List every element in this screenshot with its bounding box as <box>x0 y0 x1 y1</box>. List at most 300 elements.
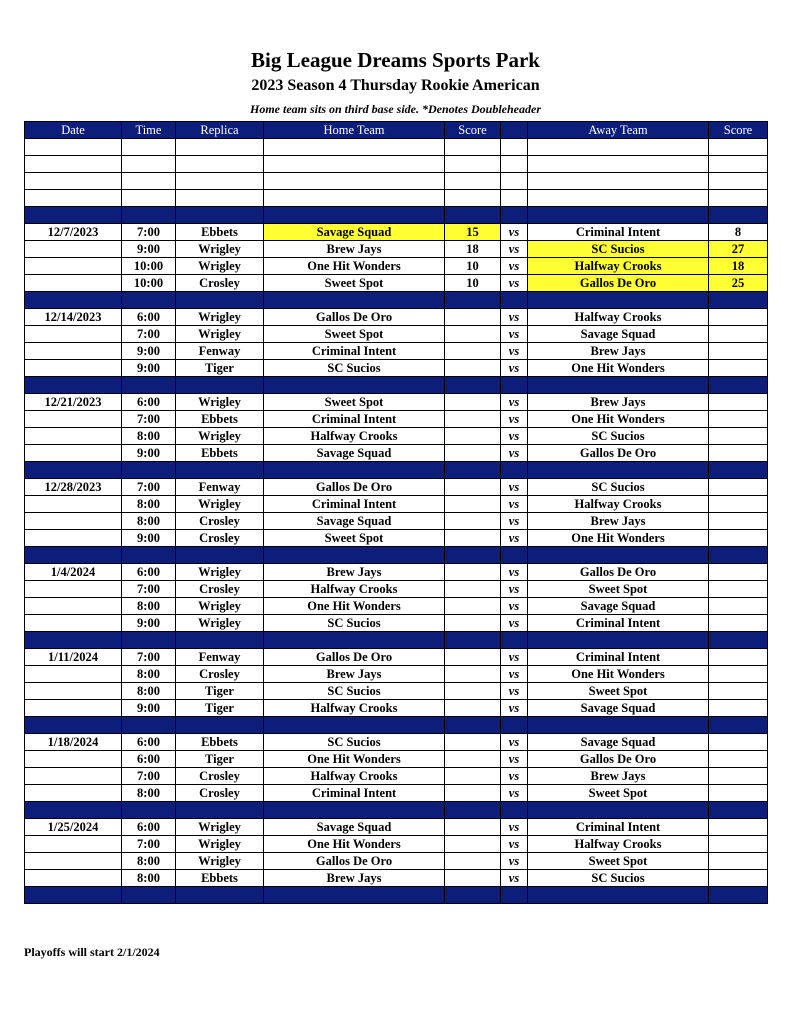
date-cell <box>25 683 122 700</box>
time-cell: 9:00 <box>122 241 176 258</box>
away-score-cell <box>709 598 768 615</box>
separator-cell <box>709 462 768 479</box>
game-row <box>25 360 768 377</box>
separator-cell <box>176 632 264 649</box>
away-score-cell <box>709 853 768 870</box>
replica-cell: Crosley <box>176 768 264 785</box>
date-cell: 12/28/2023 <box>25 479 122 496</box>
separator-cell <box>709 717 768 734</box>
replica-cell: Tiger <box>176 700 264 717</box>
vs-cell: vs <box>501 683 528 700</box>
away-team-cell: Gallos De Oro <box>528 275 709 292</box>
vs-cell: vs <box>501 428 528 445</box>
col-header-home-team: Home Team <box>264 122 445 139</box>
week-separator-row <box>25 547 768 564</box>
home-team-cell: One Hit Wonders <box>264 258 445 275</box>
game-row <box>25 751 768 768</box>
table-header-row <box>25 122 768 139</box>
blank-cell <box>445 173 501 190</box>
blank-cell <box>25 173 122 190</box>
vs-cell: vs <box>501 700 528 717</box>
game-row <box>25 666 768 683</box>
separator-cell <box>122 802 176 819</box>
away-score-cell: 27 <box>709 241 768 258</box>
col-header-replica: Replica <box>176 122 264 139</box>
schedule-body <box>25 139 768 904</box>
vs-cell: vs <box>501 513 528 530</box>
time-cell: 9:00 <box>122 360 176 377</box>
time-cell: 7:00 <box>122 224 176 241</box>
blank-cell <box>122 156 176 173</box>
time-cell: 8:00 <box>122 785 176 802</box>
separator-cell <box>445 462 501 479</box>
separator-cell <box>501 717 528 734</box>
replica-cell: Ebbets <box>176 411 264 428</box>
blank-cell <box>25 156 122 173</box>
blank-cell <box>264 139 445 156</box>
home-team-cell: Gallos De Oro <box>264 853 445 870</box>
away-team-cell: Savage Squad <box>528 734 709 751</box>
away-score-cell <box>709 326 768 343</box>
time-cell: 7:00 <box>122 581 176 598</box>
away-score-cell: 18 <box>709 258 768 275</box>
home-team-cell: Gallos De Oro <box>264 309 445 326</box>
separator-cell <box>25 887 122 904</box>
replica-cell: Wrigley <box>176 819 264 836</box>
vs-cell: vs <box>501 734 528 751</box>
game-row <box>25 700 768 717</box>
home-team-cell: Brew Jays <box>264 241 445 258</box>
vs-cell: vs <box>501 836 528 853</box>
vs-cell: vs <box>501 479 528 496</box>
away-team-cell: Halfway Crooks <box>528 836 709 853</box>
replica-cell: Wrigley <box>176 836 264 853</box>
replica-cell: Crosley <box>176 785 264 802</box>
game-row <box>25 224 768 241</box>
separator-cell <box>528 632 709 649</box>
replica-cell: Wrigley <box>176 258 264 275</box>
blank-cell <box>122 190 176 207</box>
separator-cell <box>709 377 768 394</box>
away-team-cell: Savage Squad <box>528 700 709 717</box>
blank-cell <box>264 156 445 173</box>
away-score-cell <box>709 564 768 581</box>
home-team-cell: One Hit Wonders <box>264 836 445 853</box>
date-cell <box>25 785 122 802</box>
separator-cell <box>176 207 264 224</box>
home-score-cell <box>445 564 501 581</box>
blank-cell <box>528 173 709 190</box>
separator-cell <box>709 887 768 904</box>
separator-cell <box>709 207 768 224</box>
separator-cell <box>264 802 445 819</box>
separator-cell <box>445 717 501 734</box>
away-score-cell <box>709 751 768 768</box>
home-score-cell <box>445 309 501 326</box>
schedule-table <box>24 121 768 904</box>
blank-cell <box>176 190 264 207</box>
replica-cell: Wrigley <box>176 428 264 445</box>
vs-cell: vs <box>501 445 528 462</box>
date-cell <box>25 411 122 428</box>
separator-cell <box>709 632 768 649</box>
replica-cell: Wrigley <box>176 564 264 581</box>
separator-cell <box>176 547 264 564</box>
away-team-cell: SC Sucios <box>528 241 709 258</box>
blank-cell <box>176 173 264 190</box>
vs-cell: vs <box>501 768 528 785</box>
away-team-cell: Savage Squad <box>528 326 709 343</box>
away-team-cell: Gallos De Oro <box>528 751 709 768</box>
separator-cell <box>264 547 445 564</box>
separator-cell <box>528 547 709 564</box>
home-team-cell: Criminal Intent <box>264 411 445 428</box>
separator-cell <box>25 377 122 394</box>
blank-cell <box>25 190 122 207</box>
date-cell <box>25 768 122 785</box>
week-separator-row <box>25 207 768 224</box>
separator-cell <box>25 462 122 479</box>
separator-cell <box>445 802 501 819</box>
time-cell: 7:00 <box>122 649 176 666</box>
home-team-cell: Savage Squad <box>264 445 445 462</box>
separator-cell <box>264 377 445 394</box>
separator-cell <box>528 292 709 309</box>
home-score-cell <box>445 819 501 836</box>
vs-cell: vs <box>501 615 528 632</box>
time-cell: 6:00 <box>122 819 176 836</box>
week-separator-row <box>25 632 768 649</box>
separator-cell <box>122 462 176 479</box>
time-cell: 8:00 <box>122 598 176 615</box>
separator-cell <box>176 377 264 394</box>
vs-cell: vs <box>501 870 528 887</box>
vs-cell: vs <box>501 224 528 241</box>
away-team-cell: Brew Jays <box>528 343 709 360</box>
separator-cell <box>264 462 445 479</box>
away-team-cell: One Hit Wonders <box>528 360 709 377</box>
replica-cell: Crosley <box>176 513 264 530</box>
separator-cell <box>25 547 122 564</box>
week-separator-row <box>25 802 768 819</box>
separator-cell <box>25 292 122 309</box>
vs-cell: vs <box>501 258 528 275</box>
home-team-cell: Gallos De Oro <box>264 479 445 496</box>
home-score-cell <box>445 479 501 496</box>
away-score-cell <box>709 819 768 836</box>
game-row <box>25 768 768 785</box>
home-score-cell: 15 <box>445 224 501 241</box>
home-score-cell <box>445 666 501 683</box>
away-score-cell <box>709 309 768 326</box>
home-team-cell: Halfway Crooks <box>264 428 445 445</box>
time-cell: 9:00 <box>122 530 176 547</box>
time-cell: 6:00 <box>122 394 176 411</box>
separator-cell <box>528 377 709 394</box>
home-team-cell: SC Sucios <box>264 683 445 700</box>
date-cell <box>25 530 122 547</box>
away-score-cell <box>709 836 768 853</box>
replica-cell: Fenway <box>176 649 264 666</box>
game-row <box>25 734 768 751</box>
game-row <box>25 309 768 326</box>
separator-cell <box>501 207 528 224</box>
game-row <box>25 411 768 428</box>
away-team-cell: Criminal Intent <box>528 615 709 632</box>
date-cell: 12/7/2023 <box>25 224 122 241</box>
blank-cell <box>25 139 122 156</box>
separator-cell <box>501 377 528 394</box>
separator-cell <box>25 717 122 734</box>
away-team-cell: Brew Jays <box>528 394 709 411</box>
date-cell <box>25 360 122 377</box>
away-score-cell: 25 <box>709 275 768 292</box>
vs-cell: vs <box>501 411 528 428</box>
blank-row <box>25 190 768 207</box>
home-team-cell: SC Sucios <box>264 734 445 751</box>
page-title: Big League Dreams Sports Park <box>251 48 540 72</box>
time-cell: 7:00 <box>122 836 176 853</box>
replica-cell: Wrigley <box>176 394 264 411</box>
separator-cell <box>501 462 528 479</box>
away-score-cell <box>709 666 768 683</box>
replica-cell: Wrigley <box>176 615 264 632</box>
date-cell <box>25 700 122 717</box>
date-cell: 1/25/2024 <box>25 819 122 836</box>
home-score-cell <box>445 768 501 785</box>
home-team-cell: Halfway Crooks <box>264 700 445 717</box>
time-cell: 9:00 <box>122 700 176 717</box>
week-separator-row <box>25 717 768 734</box>
date-cell: 1/4/2024 <box>25 564 122 581</box>
blank-cell <box>176 139 264 156</box>
blank-cell <box>501 190 528 207</box>
separator-cell <box>709 292 768 309</box>
home-score-cell <box>445 751 501 768</box>
game-row <box>25 343 768 360</box>
date-cell <box>25 853 122 870</box>
game-row <box>25 819 768 836</box>
blank-cell <box>709 156 768 173</box>
game-row <box>25 581 768 598</box>
time-cell: 8:00 <box>122 853 176 870</box>
home-score-cell <box>445 598 501 615</box>
separator-cell <box>264 887 445 904</box>
game-row <box>25 785 768 802</box>
footer-note: Playoffs will start 2/1/2024 <box>24 945 160 959</box>
time-cell: 9:00 <box>122 445 176 462</box>
col-header-date: Date <box>25 122 122 139</box>
separator-cell <box>264 292 445 309</box>
blank-cell <box>501 139 528 156</box>
separator-cell <box>122 292 176 309</box>
separator-cell <box>445 547 501 564</box>
blank-cell <box>501 173 528 190</box>
time-cell: 7:00 <box>122 411 176 428</box>
date-cell <box>25 836 122 853</box>
away-team-cell: Sweet Spot <box>528 785 709 802</box>
blank-row <box>25 173 768 190</box>
vs-cell: vs <box>501 666 528 683</box>
time-cell: 6:00 <box>122 309 176 326</box>
game-row <box>25 870 768 887</box>
home-score-cell <box>445 530 501 547</box>
separator-cell <box>445 887 501 904</box>
vs-cell: vs <box>501 343 528 360</box>
blank-row <box>25 156 768 173</box>
home-team-cell: Halfway Crooks <box>264 581 445 598</box>
home-score-cell <box>445 394 501 411</box>
date-cell: 1/11/2024 <box>25 649 122 666</box>
game-row <box>25 326 768 343</box>
blank-cell <box>528 139 709 156</box>
week-separator-row <box>25 377 768 394</box>
home-team-cell: SC Sucios <box>264 360 445 377</box>
separator-cell <box>122 377 176 394</box>
separator-cell <box>501 887 528 904</box>
blank-cell <box>122 173 176 190</box>
time-cell: 6:00 <box>122 734 176 751</box>
replica-cell: Tiger <box>176 751 264 768</box>
blank-cell <box>501 156 528 173</box>
away-team-cell: Sweet Spot <box>528 581 709 598</box>
away-score-cell <box>709 479 768 496</box>
game-row <box>25 241 768 258</box>
away-score-cell <box>709 496 768 513</box>
date-cell <box>25 258 122 275</box>
home-score-cell <box>445 700 501 717</box>
blank-cell <box>264 173 445 190</box>
away-team-cell: Brew Jays <box>528 513 709 530</box>
separator-cell <box>709 547 768 564</box>
home-team-cell: SC Sucios <box>264 615 445 632</box>
home-score-cell <box>445 411 501 428</box>
replica-cell: Crosley <box>176 581 264 598</box>
away-score-cell: 8 <box>709 224 768 241</box>
home-team-cell: Criminal Intent <box>264 496 445 513</box>
separator-cell <box>25 207 122 224</box>
separator-cell <box>445 292 501 309</box>
time-cell: 8:00 <box>122 513 176 530</box>
away-score-cell <box>709 581 768 598</box>
home-score-cell <box>445 870 501 887</box>
time-cell: 10:00 <box>122 258 176 275</box>
game-row <box>25 649 768 666</box>
date-cell <box>25 751 122 768</box>
away-team-cell: Sweet Spot <box>528 853 709 870</box>
vs-cell: vs <box>501 326 528 343</box>
date-cell <box>25 343 122 360</box>
away-team-cell: Halfway Crooks <box>528 258 709 275</box>
away-score-cell <box>709 513 768 530</box>
separator-cell <box>176 802 264 819</box>
separator-cell <box>264 717 445 734</box>
col-header-time: Time <box>122 122 176 139</box>
away-score-cell <box>709 360 768 377</box>
date-cell <box>25 275 122 292</box>
home-score-cell: 10 <box>445 258 501 275</box>
replica-cell: Ebbets <box>176 734 264 751</box>
replica-cell: Wrigley <box>176 241 264 258</box>
col-header-away-score: Score <box>709 122 768 139</box>
separator-cell <box>528 887 709 904</box>
replica-cell: Wrigley <box>176 598 264 615</box>
game-row <box>25 683 768 700</box>
separator-cell <box>176 292 264 309</box>
separator-cell <box>501 802 528 819</box>
away-team-cell: Gallos De Oro <box>528 564 709 581</box>
separator-cell <box>528 207 709 224</box>
page-note: Home team sits on third base side. *Denotes Doubleheader <box>250 102 541 116</box>
away-score-cell <box>709 734 768 751</box>
home-score-cell <box>445 343 501 360</box>
away-team-cell: Brew Jays <box>528 768 709 785</box>
home-score-cell <box>445 683 501 700</box>
separator-cell <box>122 717 176 734</box>
home-team-cell: Sweet Spot <box>264 530 445 547</box>
away-score-cell <box>709 445 768 462</box>
separator-cell <box>25 632 122 649</box>
separator-cell <box>25 802 122 819</box>
separator-cell <box>445 632 501 649</box>
home-team-cell: One Hit Wonders <box>264 751 445 768</box>
date-cell: 1/18/2024 <box>25 734 122 751</box>
away-team-cell: One Hit Wonders <box>528 411 709 428</box>
blank-cell <box>709 173 768 190</box>
date-cell <box>25 241 122 258</box>
away-score-cell <box>709 870 768 887</box>
home-score-cell: 10 <box>445 275 501 292</box>
vs-cell: vs <box>501 649 528 666</box>
vs-cell: vs <box>501 785 528 802</box>
date-cell <box>25 870 122 887</box>
away-score-cell <box>709 615 768 632</box>
home-team-cell: One Hit Wonders <box>264 598 445 615</box>
separator-cell <box>445 207 501 224</box>
home-team-cell: Savage Squad <box>264 819 445 836</box>
replica-cell: Wrigley <box>176 853 264 870</box>
replica-cell: Fenway <box>176 479 264 496</box>
home-score-cell <box>445 785 501 802</box>
separator-cell <box>264 632 445 649</box>
time-cell: 7:00 <box>122 479 176 496</box>
game-row <box>25 496 768 513</box>
away-score-cell <box>709 785 768 802</box>
vs-cell: vs <box>501 819 528 836</box>
home-score-cell <box>445 615 501 632</box>
away-team-cell: Criminal Intent <box>528 224 709 241</box>
date-cell <box>25 428 122 445</box>
blank-cell <box>122 139 176 156</box>
vs-cell: vs <box>501 360 528 377</box>
vs-cell: vs <box>501 275 528 292</box>
separator-cell <box>501 632 528 649</box>
time-cell: 6:00 <box>122 564 176 581</box>
blank-cell <box>709 139 768 156</box>
away-score-cell <box>709 768 768 785</box>
vs-cell: vs <box>501 394 528 411</box>
game-row <box>25 275 768 292</box>
home-team-cell: Brew Jays <box>264 870 445 887</box>
home-team-cell: Savage Squad <box>264 513 445 530</box>
vs-cell: vs <box>501 496 528 513</box>
time-cell: 8:00 <box>122 683 176 700</box>
home-score-cell: 18 <box>445 241 501 258</box>
time-cell: 9:00 <box>122 343 176 360</box>
away-team-cell: SC Sucios <box>528 479 709 496</box>
game-row <box>25 513 768 530</box>
home-score-cell <box>445 496 501 513</box>
